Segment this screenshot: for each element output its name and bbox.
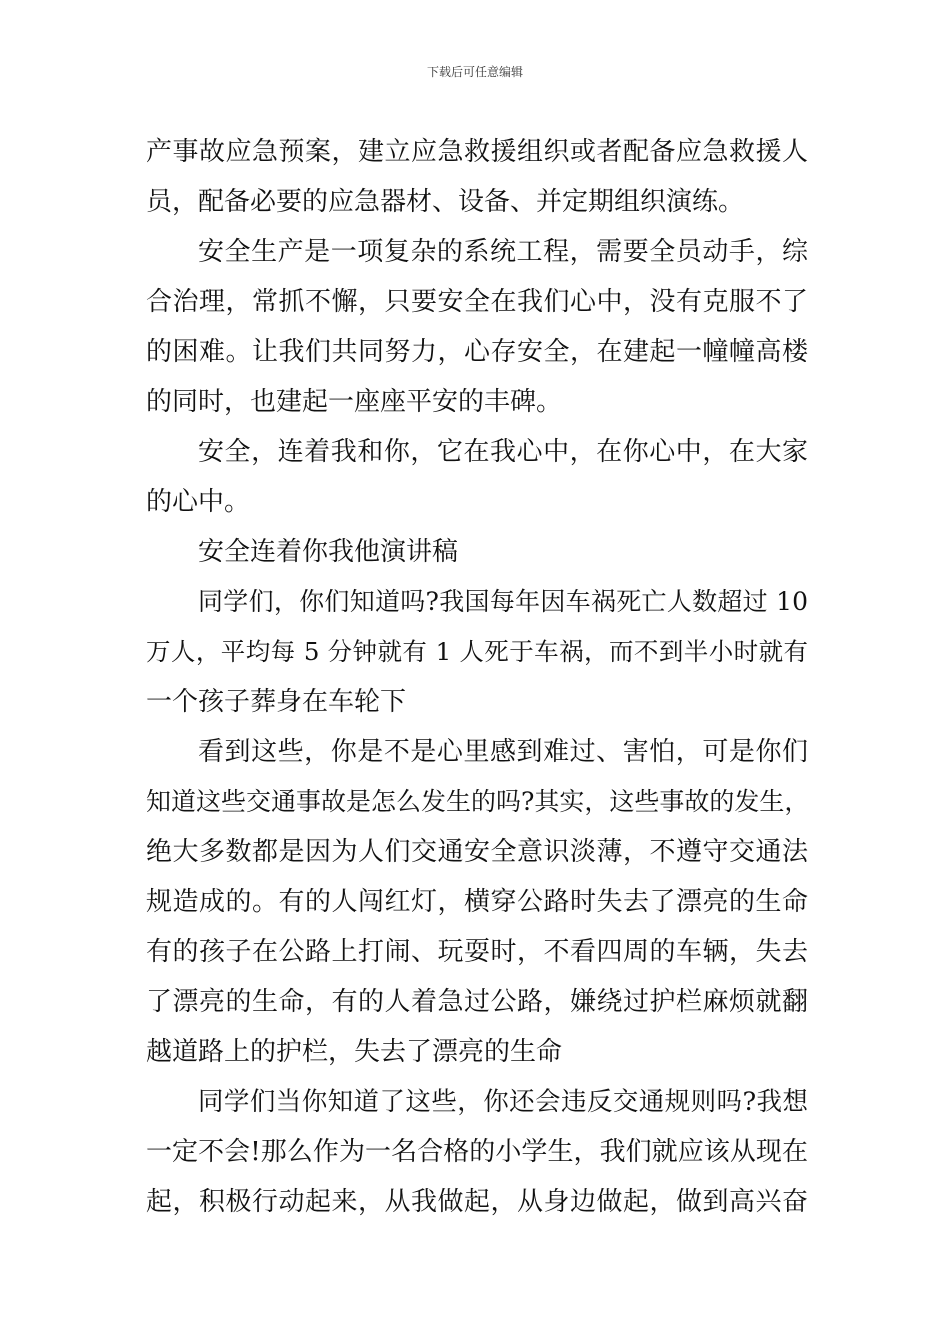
- text-line: 起，积极行动起来，从我做起，从身边做起，做到高兴奋: [146, 1187, 808, 1217]
- text-line: 的心中。: [146, 487, 251, 517]
- text-line: 知道这些交通事故是怎么发生的吗?其实，这些事故的发生，: [146, 787, 810, 816]
- text-line: 一定不会!那么作为一名合格的小学生，我们就应该从现在: [146, 1137, 808, 1167]
- page-header: 下载后可任意编辑: [426, 65, 523, 79]
- text-line: 同学们，你们知道吗?我国每年因车祸死亡人数超过 10: [198, 587, 808, 616]
- text-line: 合治理，常抓不懈，只要安全在我们心中，没有克服不了: [146, 287, 808, 317]
- text-line: 产事故应急预案，建立应急救援组织或者配备应急救援人: [146, 137, 808, 167]
- text-line: 安全生产是一项复杂的系统工程，需要全员动手，综: [198, 237, 808, 267]
- text-line: 的同时，也建起一座座平安的丰碑。: [146, 387, 563, 417]
- text-line: 安全连着你我他演讲稿: [198, 537, 459, 567]
- text-line: 同学们当你知道了这些，你还会违反交通规则吗?我想: [198, 1087, 808, 1117]
- text-line: 安全，连着我和你，它在我心中，在你心中，在大家: [198, 437, 808, 467]
- text-line: 有的孩子在公路上打闹、玩耍时，不看四周的车辆，失去: [146, 937, 808, 967]
- text-line: 看到这些，你是不是心里感到难过、害怕，可是你们: [198, 737, 808, 767]
- text-line: 的困难。让我们共同努力，心存安全，在建起一幢幢高楼: [146, 337, 808, 367]
- text-line: 越道路上的护栏，失去了漂亮的生命: [146, 1037, 563, 1067]
- document-body: [146, 127, 808, 1227]
- text-line: 了漂亮的生命，有的人着急过公路，嫌绕过护栏麻烦就翻: [146, 987, 808, 1017]
- text-line: 规造成的。有的人闯红灯，横穿公路时失去了漂亮的生命: [146, 887, 808, 917]
- text-line: 万人，平均每 5 分钟就有 1 人死于车祸，而不到半小时就有: [146, 637, 808, 666]
- text-line: 员，配备必要的应急器材、设备、并定期组织演练。: [146, 187, 745, 217]
- text-line: 一个孩子葬身在车轮下: [146, 687, 407, 717]
- text-line: 绝大多数都是因为人们交通安全意识淡薄，不遵守交通法: [146, 837, 808, 867]
